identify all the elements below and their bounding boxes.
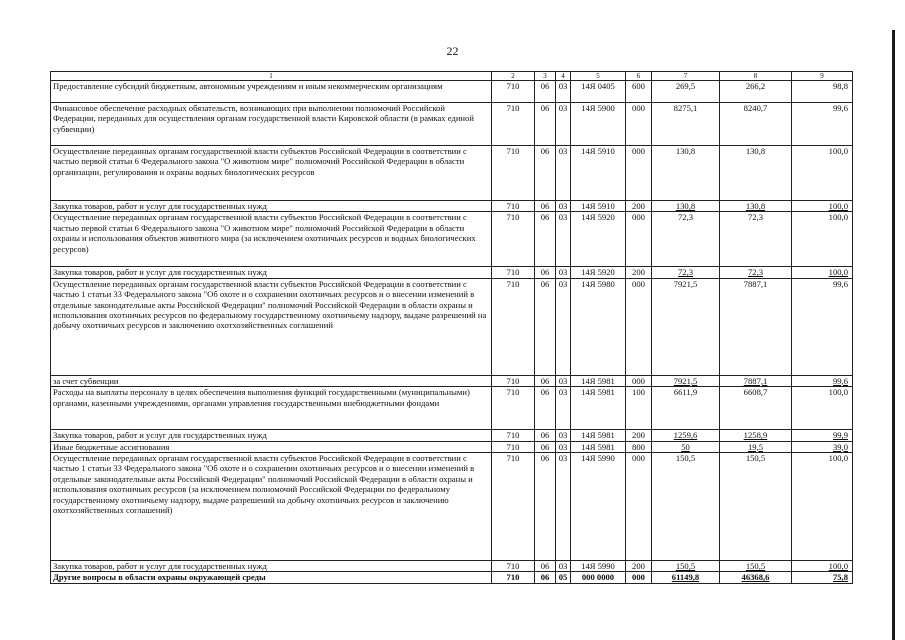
- table-header-row: [51, 72, 853, 81]
- cell-target-article: 14Я 5981: [571, 441, 626, 452]
- cell-expense-type: 200: [626, 561, 652, 572]
- cell-planned: 269,5: [652, 81, 720, 103]
- cell-percent: 99,9: [792, 430, 853, 441]
- cell-expense-type: 000: [626, 572, 652, 583]
- table-row-total: [51, 572, 853, 583]
- table-row: [51, 387, 853, 430]
- cell-planned: 7921,5: [652, 278, 720, 375]
- cell-subsection: 03: [556, 453, 571, 561]
- cell-section: 06: [535, 267, 556, 278]
- cell-expense-type: 200: [626, 201, 652, 212]
- cell-planned: 150,5: [652, 561, 720, 572]
- cell-expense-type: 000: [626, 103, 652, 146]
- cell-expense-type: 000: [626, 146, 652, 201]
- cell-admin-code: 710: [492, 278, 535, 375]
- cell-target-article: 14Я 5980: [571, 278, 626, 375]
- page-edge-line: [892, 30, 895, 640]
- cell-target-article: 14Я 5990: [571, 453, 626, 561]
- column-header: 9: [792, 72, 853, 81]
- cell-subsection: 03: [556, 441, 571, 452]
- cell-subsection: 03: [556, 81, 571, 103]
- cell-admin-code: 710: [492, 267, 535, 278]
- cell-percent: 100,0: [792, 453, 853, 561]
- cell-expense-type: 000: [626, 212, 652, 267]
- row-description: Закупка товаров, работ и услуг для государственных нужд: [51, 201, 492, 212]
- table-row: [51, 278, 853, 375]
- cell-planned: 130,8: [652, 201, 720, 212]
- cell-admin-code: 710: [492, 81, 535, 103]
- cell-admin-code: 710: [492, 387, 535, 430]
- cell-planned: 72,3: [652, 212, 720, 267]
- cell-target-article: 14Я 5910: [571, 146, 626, 201]
- cell-section: 06: [535, 146, 556, 201]
- cell-target-article: 14Я 5920: [571, 267, 626, 278]
- cell-executed: 19,5: [720, 441, 792, 452]
- cell-target-article: 14Я 5981: [571, 430, 626, 441]
- row-description: Осуществление переданных органам государственной власти субъектов Российской Федерации в соответствии с частью 1 статьи 33 Федерального закона "Об охоте и о сохранении охотничьих ресурсов и о внесении изменений в отдельные законодательные акты Российской Федерации" полномочий Российской Федерации в области охраны и использования охотничьих ресурсов по федеральному государственному охотничьему надзору, выдаче разрешений на добычу охотничьих ресурсов и заключению охотхозяйственных соглашений: [51, 278, 492, 375]
- table-row: [51, 561, 853, 572]
- cell-subsection: 03: [556, 430, 571, 441]
- cell-target-article: 000 0000: [571, 572, 626, 583]
- column-header: 2: [492, 72, 535, 81]
- cell-target-article: 14Я 5981: [571, 375, 626, 386]
- row-description: Финансовое обеспечение расходных обязательств, возникающих при выполнении полномочий Российской Федерации, переданных для осуществления органам государственной власти Кировской области (в рамках единой субвенции): [51, 103, 492, 146]
- cell-admin-code: 710: [492, 453, 535, 561]
- cell-executed: 150,5: [720, 561, 792, 572]
- table-row: [51, 453, 853, 561]
- table-row: [51, 267, 853, 278]
- cell-admin-code: 710: [492, 201, 535, 212]
- cell-admin-code: 710: [492, 430, 535, 441]
- cell-percent: 99,6: [792, 278, 853, 375]
- cell-section: 06: [535, 201, 556, 212]
- cell-section: 06: [535, 103, 556, 146]
- cell-percent: 99,6: [792, 375, 853, 386]
- cell-expense-type: 600: [626, 81, 652, 103]
- cell-admin-code: 710: [492, 561, 535, 572]
- cell-subsection: 03: [556, 387, 571, 430]
- cell-expense-type: 000: [626, 375, 652, 386]
- row-description: Иные бюджетные ассигнования: [51, 441, 492, 452]
- column-header: 7: [652, 72, 720, 81]
- row-description: за счет субвенции: [51, 375, 492, 386]
- page-number: 22: [446, 44, 459, 58]
- cell-subsection: 03: [556, 561, 571, 572]
- cell-planned: 150,5: [652, 453, 720, 561]
- cell-target-article: 14Я 5900: [571, 103, 626, 146]
- cell-executed: 266,2: [720, 81, 792, 103]
- cell-subsection: 03: [556, 212, 571, 267]
- cell-expense-type: 200: [626, 267, 652, 278]
- column-header: 8: [720, 72, 792, 81]
- cell-section: 06: [535, 387, 556, 430]
- cell-percent: 100,0: [792, 201, 853, 212]
- cell-subsection: 03: [556, 146, 571, 201]
- cell-target-article: 14Я 5990: [571, 561, 626, 572]
- cell-executed: 150,5: [720, 453, 792, 561]
- table-row: [51, 441, 853, 452]
- cell-percent: 100,0: [792, 267, 853, 278]
- row-description: Осуществление переданных органам государственной власти субъектов Российской Федерации в соответствии с частью первой статьи 6 Федерального закона "О животном мире" полномочий Российской Федерации в области охраны и использования объектов животного мира (за исключением охотничьих ресурсов и водных биологических ресурсов): [51, 212, 492, 267]
- row-description: Осуществление переданных органам государственной власти субъектов Российской Федерации в соответствии с частью 1 статьи 33 Федерального закона "Об охоте и о сохранении охотничьих ресурсов и о внесении изменений в отдельные законодательные акты Российской Федерации" полномочий Российской Федерации в области охраны и использования охотничьих ресурсов (за исключением полномочий Российской Федерации по федеральному государственному охотничьему надзору, выдаче разрешений на добычу охотничьих ресурсов и заключению охотхозяйственных соглашений): [51, 453, 492, 561]
- column-header: 5: [571, 72, 626, 81]
- cell-percent: 75,8: [792, 572, 853, 583]
- table-row: [51, 430, 853, 441]
- table-row: [51, 201, 853, 212]
- cell-percent: 100,0: [792, 212, 853, 267]
- table-row: [51, 375, 853, 386]
- cell-planned: 1259,6: [652, 430, 720, 441]
- cell-planned: 61149,8: [652, 572, 720, 583]
- cell-section: 06: [535, 375, 556, 386]
- table-row: [51, 103, 853, 146]
- cell-percent: 100,0: [792, 387, 853, 430]
- cell-planned: 130,8: [652, 146, 720, 201]
- cell-expense-type: 800: [626, 441, 652, 452]
- cell-target-article: 14Я 5910: [571, 201, 626, 212]
- cell-admin-code: 710: [492, 103, 535, 146]
- cell-percent: 99,6: [792, 103, 853, 146]
- cell-percent: 39,0: [792, 441, 853, 452]
- cell-subsection: 03: [556, 375, 571, 386]
- cell-executed: 130,8: [720, 201, 792, 212]
- row-description: Закупка товаров, работ и услуг для государственных нужд: [51, 561, 492, 572]
- cell-subsection: 03: [556, 201, 571, 212]
- cell-admin-code: 710: [492, 212, 535, 267]
- table-row: [51, 81, 853, 103]
- table-row: [51, 212, 853, 267]
- column-header: 3: [535, 72, 556, 81]
- cell-expense-type: 100: [626, 387, 652, 430]
- row-description: Осуществление переданных органам государственной власти субъектов Российской Федерации в соответствии с частью первой статьи 6 Федерального закона "О животном мире" полномочий Российской Федерации в области организации, регулирования и охраны водных биологических ресурсов: [51, 146, 492, 201]
- cell-section: 06: [535, 81, 556, 103]
- row-description: Другие вопросы в области охраны окружающей среды: [51, 572, 492, 583]
- cell-expense-type: 000: [626, 453, 652, 561]
- cell-planned: 8275,1: [652, 103, 720, 146]
- row-description: Закупка товаров, работ и услуг для государственных нужд: [51, 267, 492, 278]
- cell-executed: 1258,9: [720, 430, 792, 441]
- cell-section: 06: [535, 561, 556, 572]
- column-header: 1: [51, 72, 492, 81]
- cell-planned: 6611,9: [652, 387, 720, 430]
- cell-admin-code: 710: [492, 441, 535, 452]
- table-row: [51, 146, 853, 201]
- row-description: Закупка товаров, работ и услуг для государственных нужд: [51, 430, 492, 441]
- budget-table: [50, 71, 853, 584]
- cell-executed: 7887,1: [720, 278, 792, 375]
- cell-section: 06: [535, 278, 556, 375]
- cell-section: 06: [535, 453, 556, 561]
- cell-percent: 98,8: [792, 81, 853, 103]
- cell-executed: 6608,7: [720, 387, 792, 430]
- cell-subsection: 03: [556, 267, 571, 278]
- column-header: 6: [626, 72, 652, 81]
- cell-percent: 100,0: [792, 561, 853, 572]
- cell-executed: 46368,6: [720, 572, 792, 583]
- cell-section: 06: [535, 572, 556, 583]
- cell-subsection: 05: [556, 572, 571, 583]
- cell-percent: 100,0: [792, 146, 853, 201]
- cell-subsection: 03: [556, 278, 571, 375]
- cell-target-article: 14Я 5981: [571, 387, 626, 430]
- cell-admin-code: 710: [492, 375, 535, 386]
- cell-admin-code: 710: [492, 572, 535, 583]
- column-header: 4: [556, 72, 571, 81]
- cell-executed: 72,3: [720, 212, 792, 267]
- row-description: Расходы на выплаты персоналу в целях обеспечения выполнения функций государственными (муниципальными) органами, казенными учреждениями, органами управления государственными внебюджетными фондами: [51, 387, 492, 430]
- cell-expense-type: 200: [626, 430, 652, 441]
- cell-admin-code: 710: [492, 146, 535, 201]
- cell-section: 06: [535, 441, 556, 452]
- cell-target-article: 14Я 0405: [571, 81, 626, 103]
- cell-planned: 7921,5: [652, 375, 720, 386]
- cell-executed: 72,3: [720, 267, 792, 278]
- cell-executed: 7887,1: [720, 375, 792, 386]
- cell-planned: 72,3: [652, 267, 720, 278]
- cell-section: 06: [535, 430, 556, 441]
- cell-section: 06: [535, 212, 556, 267]
- cell-expense-type: 000: [626, 278, 652, 375]
- row-description: Предоставление субсидий бюджетным, автономным учреждениям и иным некоммерческим организациям: [51, 81, 492, 103]
- cell-planned: 50: [652, 441, 720, 452]
- cell-executed: 8240,7: [720, 103, 792, 146]
- cell-subsection: 03: [556, 103, 571, 146]
- cell-target-article: 14Я 5920: [571, 212, 626, 267]
- cell-executed: 130,8: [720, 146, 792, 201]
